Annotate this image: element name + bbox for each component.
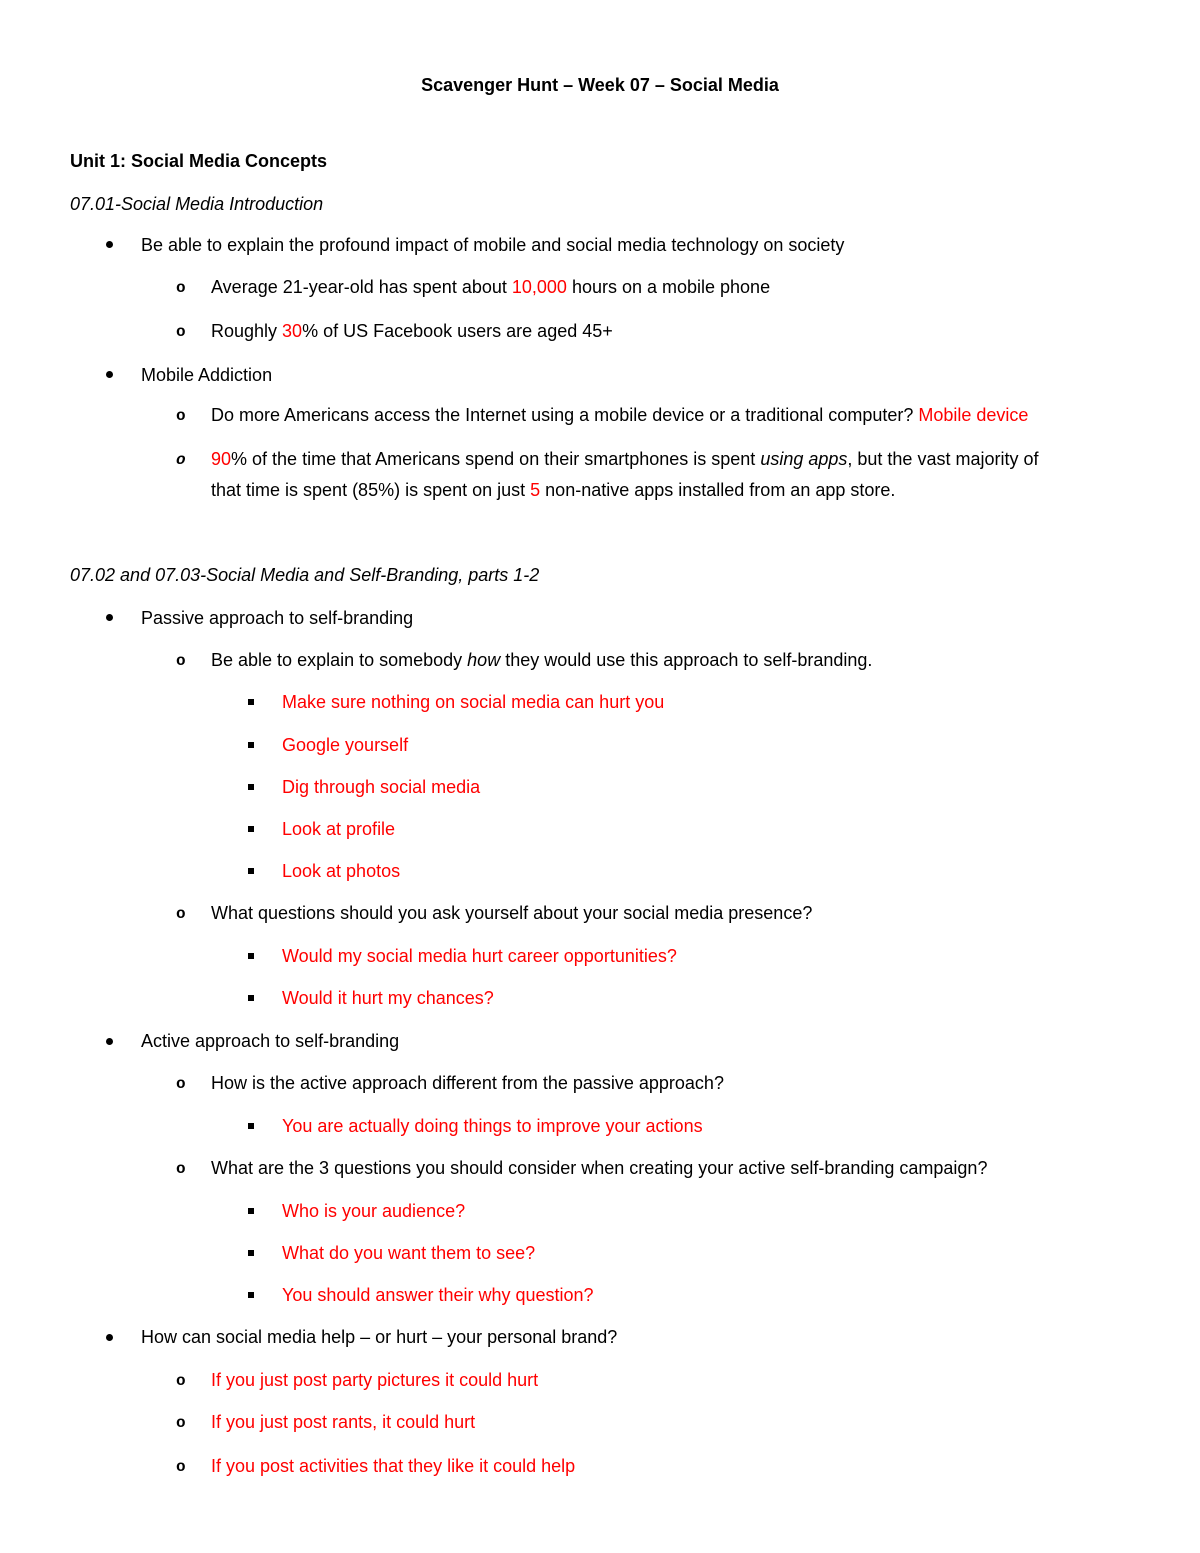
text: % of the time that Americans spend on their smartphones is spent (231, 449, 761, 469)
square-bullet (248, 699, 254, 705)
answer-item: What do you want them to see? (282, 1243, 536, 1263)
circle-bullet: o (176, 1458, 186, 1476)
text: non-native apps installed from an app store. (540, 480, 896, 500)
list-item: Mobile Addiction (141, 365, 273, 385)
square-bullet (248, 742, 254, 748)
highlight-number: 5 (530, 480, 541, 500)
answer-item: Look at photos (282, 861, 401, 881)
circle-bullet: o (176, 1372, 186, 1390)
text: Do more Americans access the Internet using a mobile device or a traditional computer? (211, 405, 919, 425)
bullet-dot (106, 1334, 113, 1341)
square-bullet (248, 784, 254, 790)
circle-bullet: o (176, 451, 186, 469)
answer-item: Would it hurt my chances? (282, 988, 494, 1008)
list-item (211, 404, 1028, 426)
document-title: Scavenger Hunt – Week 07 – Social Media (421, 75, 779, 95)
bullet-dot (106, 371, 113, 378)
list-item: How can social media help – or hurt – your personal brand? (141, 1327, 618, 1347)
emphasis-text: how (467, 650, 501, 670)
text: Average 21-year-old has spent about (211, 277, 512, 297)
square-bullet (248, 1208, 254, 1214)
list-item: Be able to explain the profound impact of mobile and social media technology on society (141, 235, 845, 255)
answer-item: If you post activities that they like it could help (211, 1456, 576, 1476)
answer-item: Look at profile (282, 819, 396, 839)
circle-bullet: o (176, 1075, 186, 1093)
text: Roughly (211, 321, 283, 341)
square-bullet (248, 1292, 254, 1298)
answer-item: Dig through social media (282, 777, 481, 797)
list-item (211, 649, 872, 671)
text: they would use this approach to self-branding. (500, 650, 873, 670)
circle-bullet: o (176, 279, 186, 297)
unit-heading: Unit 1: Social Media Concepts (70, 151, 328, 171)
square-bullet (248, 1250, 254, 1256)
highlight-number: 30 (282, 321, 303, 341)
list-item: Active approach to self-branding (141, 1031, 400, 1051)
circle-bullet: o (176, 1160, 186, 1178)
square-bullet (248, 868, 254, 874)
bullet-dot (106, 1038, 113, 1045)
list-item: How is the active approach different from the passive approach? (211, 1073, 724, 1093)
square-bullet (248, 995, 254, 1001)
answer-item: Who is your audience? (282, 1201, 466, 1221)
text: , but the vast majority of (847, 449, 1039, 469)
square-bullet (248, 953, 254, 959)
answer-item: Google yourself (282, 735, 409, 755)
bullet-dot (106, 614, 113, 621)
text: Be able to explain to somebody (211, 650, 468, 670)
bullet-dot (106, 241, 113, 248)
answer-item: You are actually doing things to improve your actions (282, 1116, 703, 1136)
list-item-continuation (211, 479, 895, 501)
list-item: Passive approach to self-branding (141, 608, 414, 628)
answer-item: Would my social media hurt career opportunities? (282, 946, 677, 966)
square-bullet (248, 1123, 254, 1129)
text: hours on a mobile phone (566, 277, 771, 297)
list-item (211, 448, 1038, 470)
emphasis-text: using apps (760, 449, 848, 469)
answer-item: If you just post rants, it could hurt (211, 1412, 476, 1432)
list-item: What are the 3 questions you should consider when creating your active self-branding campaign? (211, 1158, 988, 1178)
answer-item: You should answer their why question? (282, 1285, 594, 1305)
answer-text: Mobile device (918, 405, 1029, 425)
highlight-number: 90 (211, 449, 232, 469)
list-item (211, 320, 613, 342)
highlight-number: 10,000 (511, 277, 567, 297)
square-bullet (248, 826, 254, 832)
section-heading-0702: 07.02 and 07.03-Social Media and Self-Branding, parts 1-2 (70, 565, 540, 585)
circle-bullet: o (176, 1414, 186, 1432)
circle-bullet: o (176, 905, 186, 923)
section-heading-0701: 07.01-Social Media Introduction (70, 194, 324, 214)
list-item (211, 276, 770, 298)
circle-bullet: o (176, 652, 186, 670)
answer-item: Make sure nothing on social media can hurt you (282, 692, 665, 712)
text: % of US Facebook users are aged 45+ (302, 321, 613, 341)
circle-bullet: o (176, 323, 186, 341)
list-item: What questions should you ask yourself about your social media presence? (211, 903, 813, 923)
text: that time is spent (85%) is spent on just (211, 480, 531, 500)
answer-item: If you just post party pictures it could hurt (211, 1370, 539, 1390)
circle-bullet: o (176, 407, 186, 425)
